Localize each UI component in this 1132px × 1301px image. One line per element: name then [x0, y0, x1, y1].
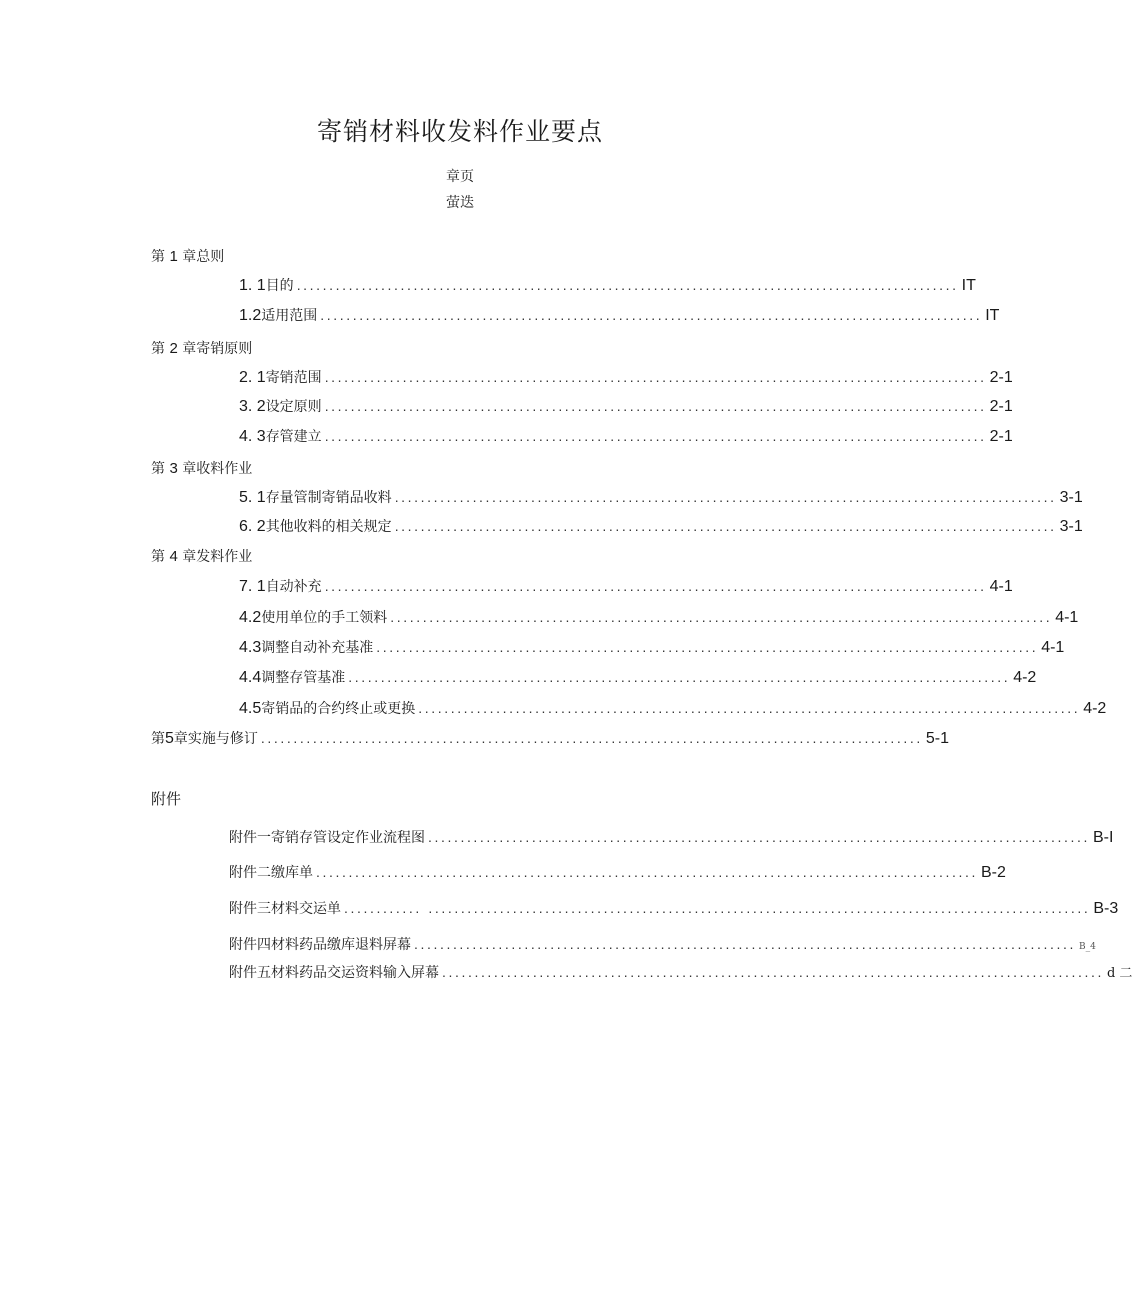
- toc-leader-dots: ......................................................................................................: [320, 307, 983, 323]
- toc-entry[interactable]: [239, 426, 1013, 446]
- toc-entry-number: 2. 1: [239, 369, 266, 386]
- chapter-number: 3: [169, 460, 178, 477]
- chapter-title: 章收料作业: [177, 461, 253, 477]
- toc-leader-dots: ......................................................................................................: [414, 936, 1076, 952]
- annex-entry-page: B-3: [1093, 900, 1119, 917]
- document-title: 寄销材料收发料作业要点: [316, 117, 603, 146]
- chapter-title: 章寄销原则: [177, 341, 253, 357]
- toc-leader-dots: ......................................................................................................: [316, 864, 978, 880]
- toc-entry-label: 存管建立: [265, 429, 322, 445]
- toc-entry-page: IT: [985, 307, 1000, 324]
- chapter-prefix: 第: [151, 731, 165, 747]
- toc-leader-dots: ......................................................................................................: [348, 669, 1011, 685]
- chapter-prefix: 第: [151, 341, 170, 357]
- toc-entry-label: 寄销品的合约终止或更换: [261, 701, 416, 717]
- toc-chapter-heading: [151, 458, 252, 478]
- toc-entry-label: 设定原则: [265, 399, 322, 415]
- annex-entry[interactable]: [229, 934, 1096, 954]
- toc-leader-dots: ......................................................................................................: [260, 730, 923, 746]
- document-subtitle: 章页: [446, 169, 474, 185]
- toc-entry-page: 2-1: [989, 428, 1013, 445]
- toc-leader-dots: ......................................................................................................: [390, 609, 1053, 625]
- annex-entry-page: B-I: [1092, 829, 1114, 846]
- toc-chapter-heading: [151, 246, 224, 266]
- toc-chapter-entry[interactable]: [151, 728, 949, 748]
- toc-entry[interactable]: [239, 698, 1107, 718]
- toc-entry-number: 1. 1: [239, 277, 266, 294]
- toc-chapter-heading: [151, 546, 252, 566]
- toc-leader-dots: ............ ......................................................................................................: [344, 900, 1091, 916]
- toc-leader-dots: ......................................................................................................: [324, 428, 987, 444]
- toc-leader-dots: ......................................................................................................: [324, 398, 987, 414]
- toc-leader-dots: ......................................................................................................: [376, 639, 1039, 655]
- toc-entry-number: 5. 1: [239, 489, 266, 506]
- annex-entry-page: B-2: [980, 864, 1006, 881]
- annex-entry-label: 附件五材料药品交运资料输入屏幕: [229, 965, 439, 981]
- annex-entry[interactable]: [229, 827, 1114, 847]
- toc-entry-label: 目的: [265, 278, 294, 294]
- toc-leader-dots: ......................................................................................................: [324, 369, 987, 385]
- chapter-prefix: 第: [151, 249, 170, 265]
- annex-entry-label: 附件一寄销存管设定作业流程图: [229, 830, 425, 846]
- annex-entry-page: B_4: [1078, 942, 1096, 952]
- toc-entry-label: 适用范围: [261, 308, 318, 324]
- toc-entry-page: 4-1: [1041, 639, 1065, 656]
- toc-entry[interactable]: [239, 667, 1037, 687]
- toc-leader-dots: ......................................................................................................: [442, 964, 1104, 980]
- chapter-number: 5: [165, 730, 174, 747]
- toc-entry-page: 4-2: [1013, 669, 1037, 686]
- toc-chapter-heading: [151, 338, 252, 358]
- annex-heading: 附件: [151, 790, 182, 808]
- toc-entry[interactable]: [239, 487, 1083, 507]
- toc-entry-page: IT: [961, 277, 976, 294]
- toc-entry-page: 4-2: [1083, 700, 1107, 717]
- document-subtitle-secondary: 萤迭: [446, 195, 474, 211]
- chapter-number: 1: [169, 248, 178, 265]
- toc-leader-dots: ......................................................................................................: [324, 578, 987, 594]
- toc-entry[interactable]: [239, 275, 976, 295]
- annex-entry[interactable]: [229, 962, 1132, 982]
- annex-entry[interactable]: [229, 898, 1119, 918]
- toc-entry-page: 4-1: [989, 578, 1013, 595]
- toc-entry-number: 6. 2: [239, 518, 266, 535]
- toc-leader-dots: ......................................................................................................: [428, 829, 1090, 845]
- toc-entry[interactable]: [239, 396, 1013, 416]
- toc-entry-number: 4.4: [239, 669, 262, 686]
- toc-entry[interactable]: [239, 305, 1000, 325]
- toc-entry-page: 3-1: [1059, 518, 1083, 535]
- toc-leader-dots: ......................................................................................................: [418, 700, 1081, 716]
- toc-entry-page: 3-1: [1059, 489, 1083, 506]
- chapter-number: 4: [169, 548, 178, 565]
- chapter-number: 2: [169, 340, 178, 357]
- chapter-prefix: 第: [151, 461, 170, 477]
- toc-entry-label: 存量管制寄销品收料: [265, 490, 392, 506]
- toc-entry-number: 4. 3: [239, 428, 266, 445]
- annex-entry-label: 附件三材料交运单: [229, 901, 341, 917]
- annex-entry-label: 附件二缴库单: [229, 865, 313, 881]
- toc-entry-page: 5-1: [925, 730, 949, 747]
- toc-leader-dots: ......................................................................................................: [394, 489, 1057, 505]
- toc-entry-number: 4.5: [239, 700, 262, 717]
- toc-entry[interactable]: [239, 637, 1065, 657]
- toc-entry-label: 调整存管基准: [261, 670, 346, 686]
- toc-entry-number: 3. 2: [239, 398, 266, 415]
- toc-entry-number: 4.2: [239, 609, 262, 626]
- annex-entry-label: 附件四材料药品缴库退料屏幕: [229, 937, 411, 953]
- toc-entry-label: 寄销范围: [265, 370, 322, 386]
- toc-entry-page: 4-1: [1055, 609, 1079, 626]
- chapter-prefix: 第: [151, 549, 170, 565]
- annex-entry[interactable]: [229, 862, 1006, 882]
- toc-entry-number: 4.3: [239, 639, 262, 656]
- toc-entry-label: 调整自动补充基准: [261, 640, 374, 656]
- toc-entry-number: 7. 1: [239, 578, 266, 595]
- toc-entry-label: 自动补充: [265, 579, 322, 595]
- toc-leader-dots: ......................................................................................................: [394, 518, 1057, 534]
- toc-entry[interactable]: [239, 607, 1079, 627]
- toc-entry[interactable]: [239, 576, 1013, 596]
- toc-entry[interactable]: [239, 516, 1083, 536]
- toc-leader-dots: ......................................................................................................: [296, 277, 959, 293]
- chapter-title: 章发料作业: [177, 549, 253, 565]
- chapter-title: 章实施与修订: [173, 731, 258, 747]
- toc-entry-number: 1.2: [239, 307, 262, 324]
- annex-entry-page: d 二: [1106, 966, 1132, 981]
- toc-entry[interactable]: [239, 367, 1013, 387]
- chapter-title: 章总则: [177, 249, 225, 265]
- toc-entry-label: 其他收料的相关规定: [265, 519, 392, 535]
- toc-entry-page: 2-1: [989, 398, 1013, 415]
- toc-entry-page: 2-1: [989, 369, 1013, 386]
- toc-entry-label: 使用单位的手工领料: [261, 610, 388, 626]
